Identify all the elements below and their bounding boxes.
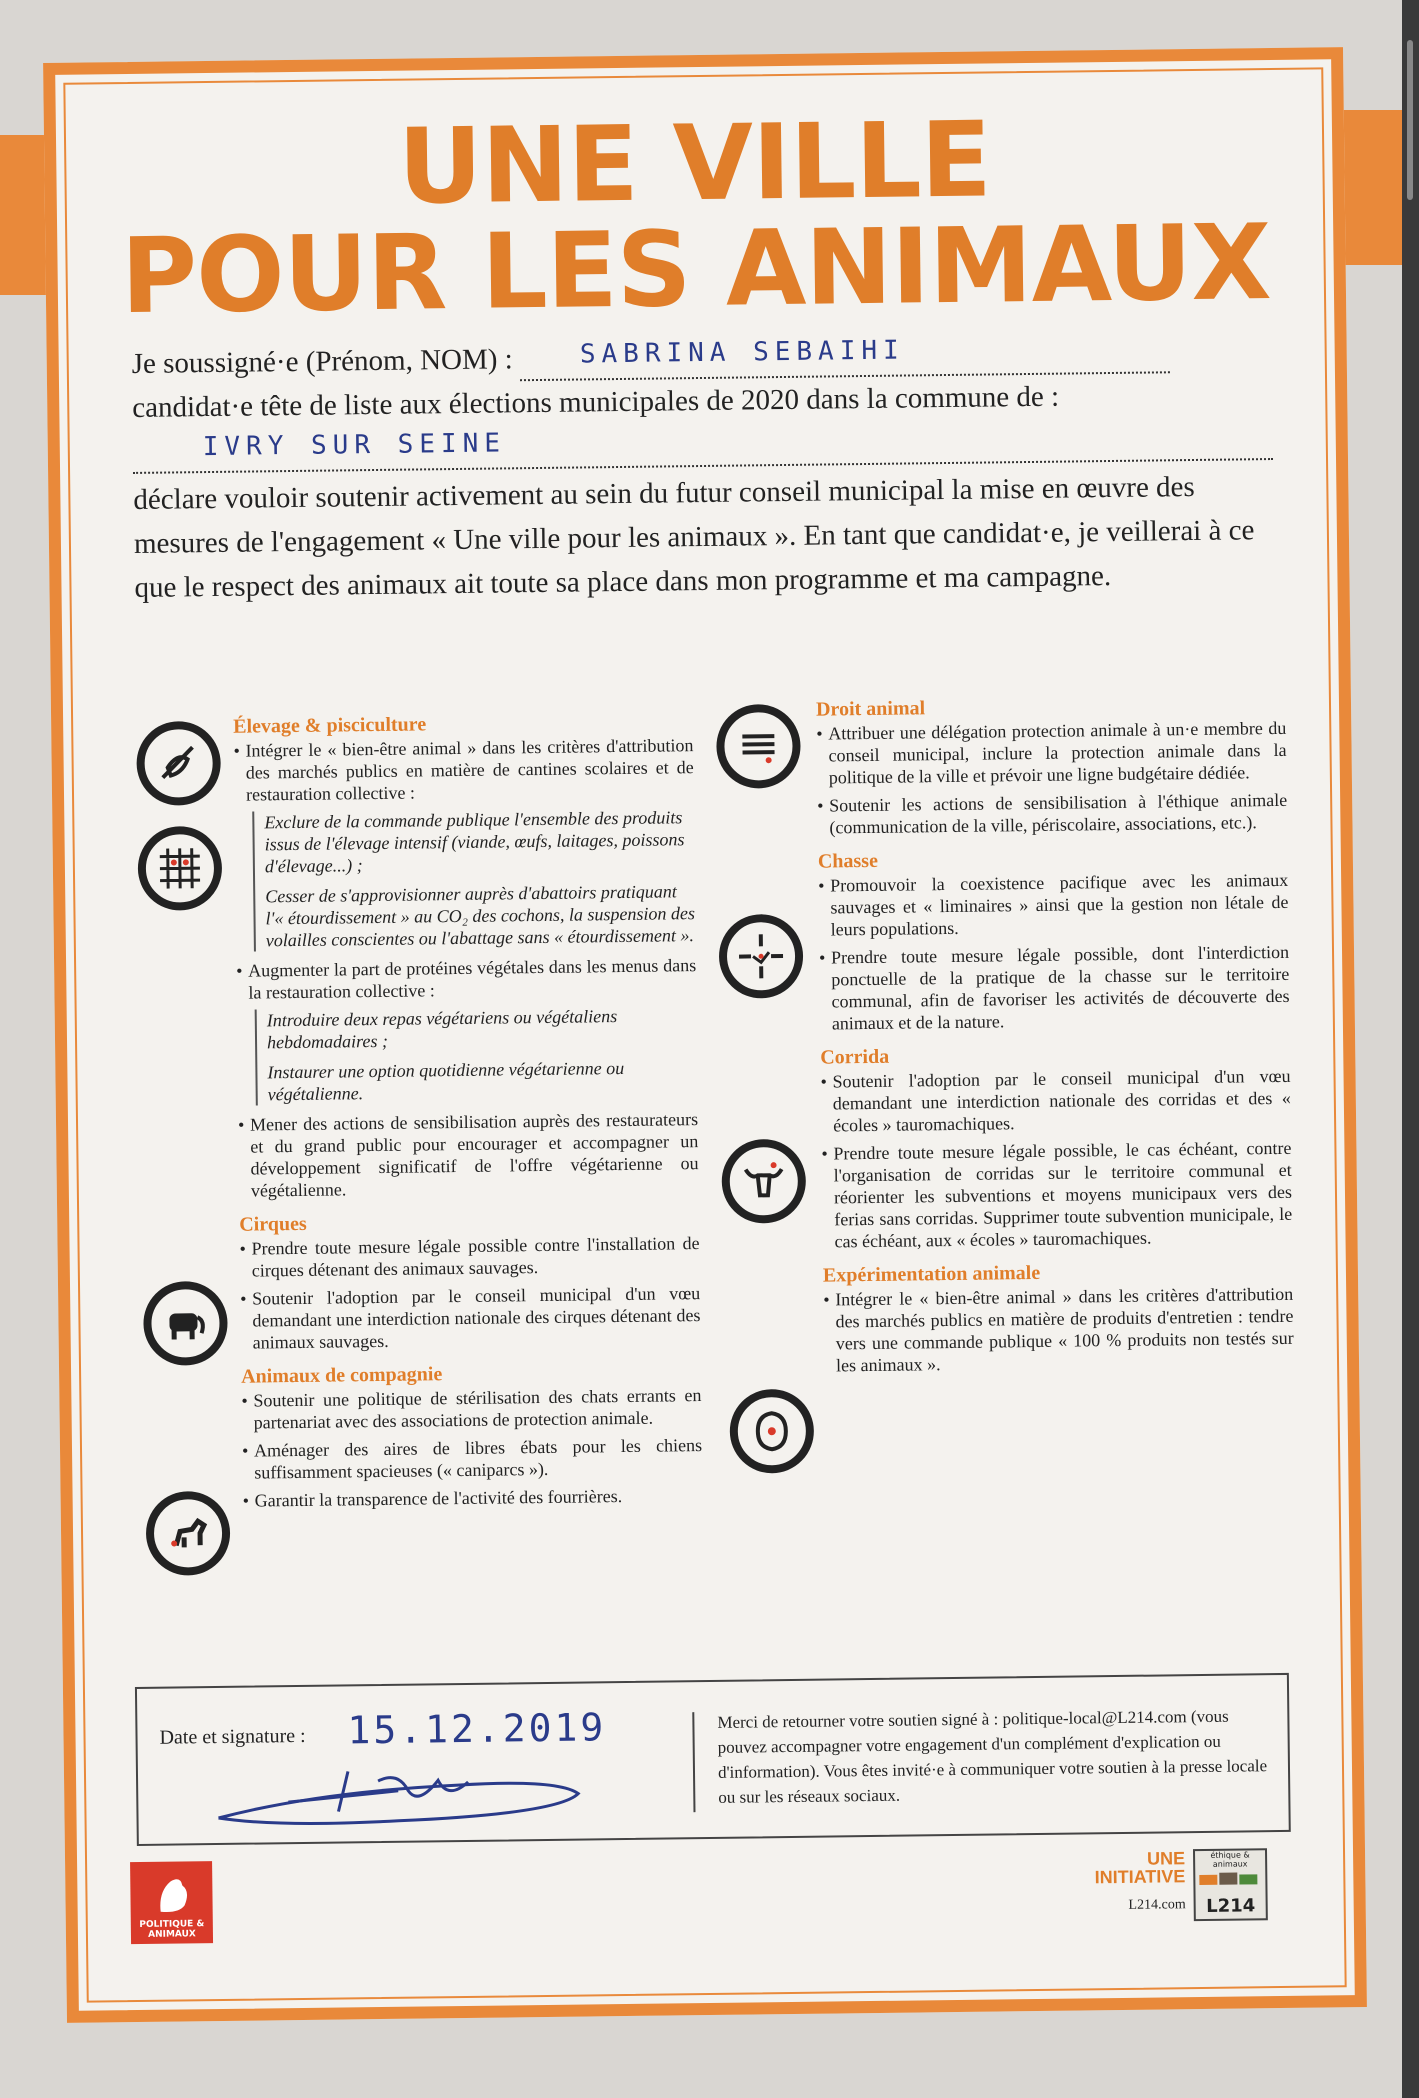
l214-box-top-text: éthique & animaux (1210, 1850, 1250, 1869)
scrollbar[interactable] (1402, 0, 1419, 2098)
elevage-sub-2: Cesser de s'approvisionner auprès d'abattoirs pratiquant l'« étourdissement » au CO₂ des cochons, la suspension des volailles conscientes ou l'abattage sans « étourdissement ». (265, 881, 696, 951)
compagnie-bullet-2: • Aménager des aires de libres ébats pour les chiens suffisamment spacieuses (« caniparcs »). (242, 1434, 703, 1484)
page-title (44, 98, 1346, 338)
section-title-droit: Droit animal (815, 697, 926, 721)
petition-sheet (43, 47, 1367, 2023)
une-initiative-text: UNE INITIATIVE (1094, 1848, 1186, 1888)
section-droit (816, 693, 1288, 839)
signature-box (135, 1673, 1291, 1846)
candidate-label: candidat·e tête de liste aux élections municipales de 2020 dans la commune de : (132, 380, 1060, 424)
section-experimentation (823, 1259, 1294, 1377)
compagnie-bullet-1: • Soutenir une politique de stérilisation des chats errants en partenariat avec des associations de protection animale. (241, 1384, 702, 1434)
experimentation-bullet-1: • Intégrer le « bien-être animal » dans les critères d'attribution des marchés publics en matière de produits d'entretien : tendre vers une commande publique « 100 % produits non testés sur les animaux ». (823, 1283, 1294, 1377)
droit-bullet-2: • Soutenir les actions de sensibilisation à l'éthique animale (communication de la ville, périscolaire, associations, etc.). (817, 789, 1288, 839)
declaration-text: déclare vouloir soutenir activement au sein du futur conseil municipal la mise en œuvre des mesures de l'engagement « Une ville pour les animaux ». En tant que candidat·e, je veillerai à ce que le respect des animaux ait toute sa place dans mon programme et ma campagne. (133, 470, 1255, 604)
section-chasse (818, 845, 1290, 1035)
rooster-icon (130, 1861, 213, 1922)
commune-handwritten: IVRY SUR SEINE (202, 428, 507, 463)
orange-stripe-right (1342, 110, 1402, 265)
elevage-sub-4: Instaurer une option quotidienne végétarienne ou végétalienne. (267, 1057, 625, 1105)
droit-bullet-1: • Attribuer une délégation protection animale à un·e membre du conseil municipal, inclure la protection animale dans la politique de la ville et prévoir une ligne budgétaire dédiée. (816, 717, 1287, 789)
chasse-bullet-2: • Prendre toute mesure légale possible, dont l'interdiction ponctuelle de la pratique de la chasse sur le territoire communal, afin de favoriser les activités de découverte des animaux et de la nature. (819, 941, 1290, 1035)
title-line-1: UNE VILLE (397, 98, 992, 228)
section-title-compagnie: Animaux de compagnie (241, 1363, 443, 1388)
elevage-sub-3: Introduire deux repas végétariens ou végétaliens hebdomadaires ; (266, 1006, 618, 1053)
handwritten-signature[interactable] (198, 1758, 619, 1837)
left-column (233, 710, 703, 1518)
signature-separator (692, 1712, 695, 1812)
return-instructions: Merci de retourner votre soutien signé à : politique-local@L214.com (vous pouvez accompagner votre engagement d'un complément d'explication ou d'information). Vous êtes invité·e à communiquer votre soutien à la presse locale ou sur les réseaux sociaux. (717, 1706, 1268, 1807)
l214-box-bottom-text: L214 (1206, 1895, 1256, 1917)
section-cirques (239, 1208, 701, 1354)
section-title-chasse: Chasse (817, 849, 879, 873)
section-title-corrida: Corrida (820, 1045, 890, 1069)
corrida-bullet-2: • Prendre toute mesure légale possible, le cas échéant, contre l'organisation de corridas sur le territoire communal et réorienter les subventions et moyens municipaux vers des ferias sans corridas. Supprimer toute subvention municipale, le cas échéant, aux « écoles » tauromachiques. (821, 1137, 1292, 1253)
corrida-bullet-1: • Soutenir l'adoption par le conseil municipal d'un vœu demandant une interdiction nationale des corridas et des « écoles » tauromachiques. (820, 1065, 1291, 1137)
name-label: Je soussigné·e (Prénom, NOM) : (131, 343, 513, 380)
signature-date[interactable]: 15.12.2019 (347, 1705, 607, 1753)
title-line-2: POUR LES ANIMAUX (120, 201, 1272, 338)
section-elevage (233, 710, 699, 1202)
elevage-bullet-3: • Mener des actions de sensibilisation auprès des restaurateurs et du grand public pour encourager et accompagner un développement significatif de l'offre végétarienne ou végétalienne. (238, 1108, 699, 1202)
elevage-sub-1: Exclure de la commande publique l'ensemble des produits issus de l'élevage intensif (viande, œufs, laitages, poissons d'élevage...) ; (264, 807, 685, 877)
right-column (816, 693, 1294, 1383)
animals-silhouette-icon (1195, 1868, 1261, 1889)
section-title-experimentation: Expérimentation animale (822, 1261, 1041, 1287)
section-title-cirques: Cirques (239, 1212, 307, 1236)
elevage-subpoints-2 (255, 1004, 698, 1105)
cirques-bullet-2: • Soutenir l'adoption par le conseil municipal d'un vœu demandant une interdiction nationale des cirques détenant des animaux sauvages. (240, 1282, 701, 1354)
logo-left-text: POLITIQUE & ANIMAUX (139, 1919, 205, 1940)
elevage-bullet-1: • Intégrer le « bien-être animal » dans les critères d'attribution des marchés publics en matière de cantines scolaires et de restauration collective : (233, 734, 694, 806)
elevage-bullet-2: • Augmenter la part de protéines végétales dans les menus dans la restauration collective : (236, 954, 697, 1004)
section-title-elevage: Élevage & pisciculture (233, 713, 427, 738)
compagnie-bullet-3: • Garantir la transparence de l'activité des fourrières. (243, 1484, 703, 1512)
scrollbar-thumb[interactable] (1407, 40, 1413, 200)
section-corrida (820, 1041, 1292, 1253)
chasse-bullet-1: • Promouvoir la coexistence pacifique avec les animaux sauvages et « liminaires » ainsi que la gestion non létale de leurs populations. (818, 869, 1289, 941)
cirques-bullet-1: • Prendre toute mesure légale possible contre l'installation de cirques détenant des animaux sauvages. (239, 1232, 700, 1282)
name-handwritten: SABRINA SEBAIHI (579, 335, 905, 370)
l214-site-text: L214.com (1128, 1897, 1186, 1913)
section-compagnie (241, 1360, 703, 1512)
elevage-subpoints-1 (252, 806, 696, 951)
intro-block (131, 328, 1294, 610)
signature-label: Date et signature : (159, 1724, 306, 1749)
l214-logo-box (1193, 1848, 1268, 1921)
politique-animaux-logo (130, 1861, 213, 1944)
